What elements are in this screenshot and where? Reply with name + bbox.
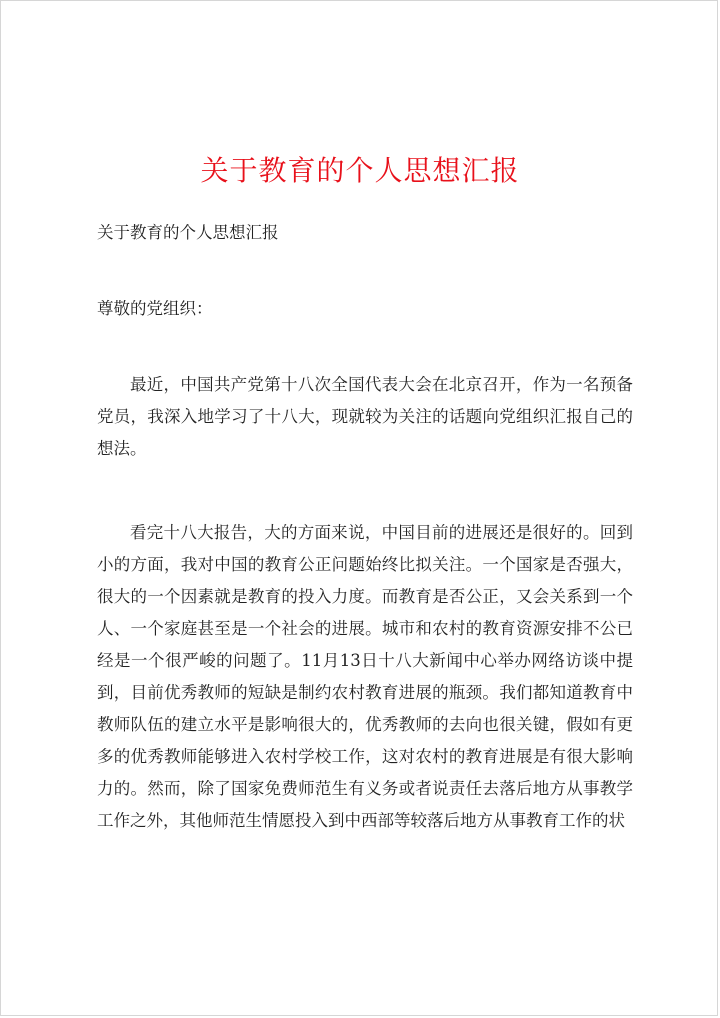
document-subtitle: 关于教育的个人思想汇报 — [97, 223, 279, 242]
paragraph-1: 最近，中国共产党第十八次全国代表大会在北京召开，作为一名预备党员，我深入地学习了十八大，现就较为关注的话题向党组织汇报自己的想法。 — [97, 375, 633, 458]
paragraph-2: 看完十八大报告，大的方面来说，中国目前的进展还是很好的。回到小的方面，我对中国的教育公正问题始终比拟关注。一个国家是否强大，很大的一个因素就是教育的投入力度。而教育是否公正，又会关系到一个人、一个家庭甚至是一个社会的进展。城市和农村的教育资源安排不公已经是一个很严峻的问题了。11月13日十八大新闻中心举办网络访谈中提到，目前优秀教师的短缺是制约农村教育进展的瓶颈。我们都知道教育中教师队伍的建立水平是影响很大的，优秀教师的去向也很关键，假如有更多的优秀教师能够进入农村学校工作，这对农村的教育进展是有很大影响力的。然而，除了国家免费师范生有义务或者说责任去落后地方从事教学工作之外，其他师范生情愿投入到中西部等较落后地方从事教育工作的状 — [97, 523, 633, 830]
salutation: 尊敬的党组织： — [97, 299, 213, 318]
document-title: 关于教育的个人思想汇报 — [200, 154, 520, 187]
